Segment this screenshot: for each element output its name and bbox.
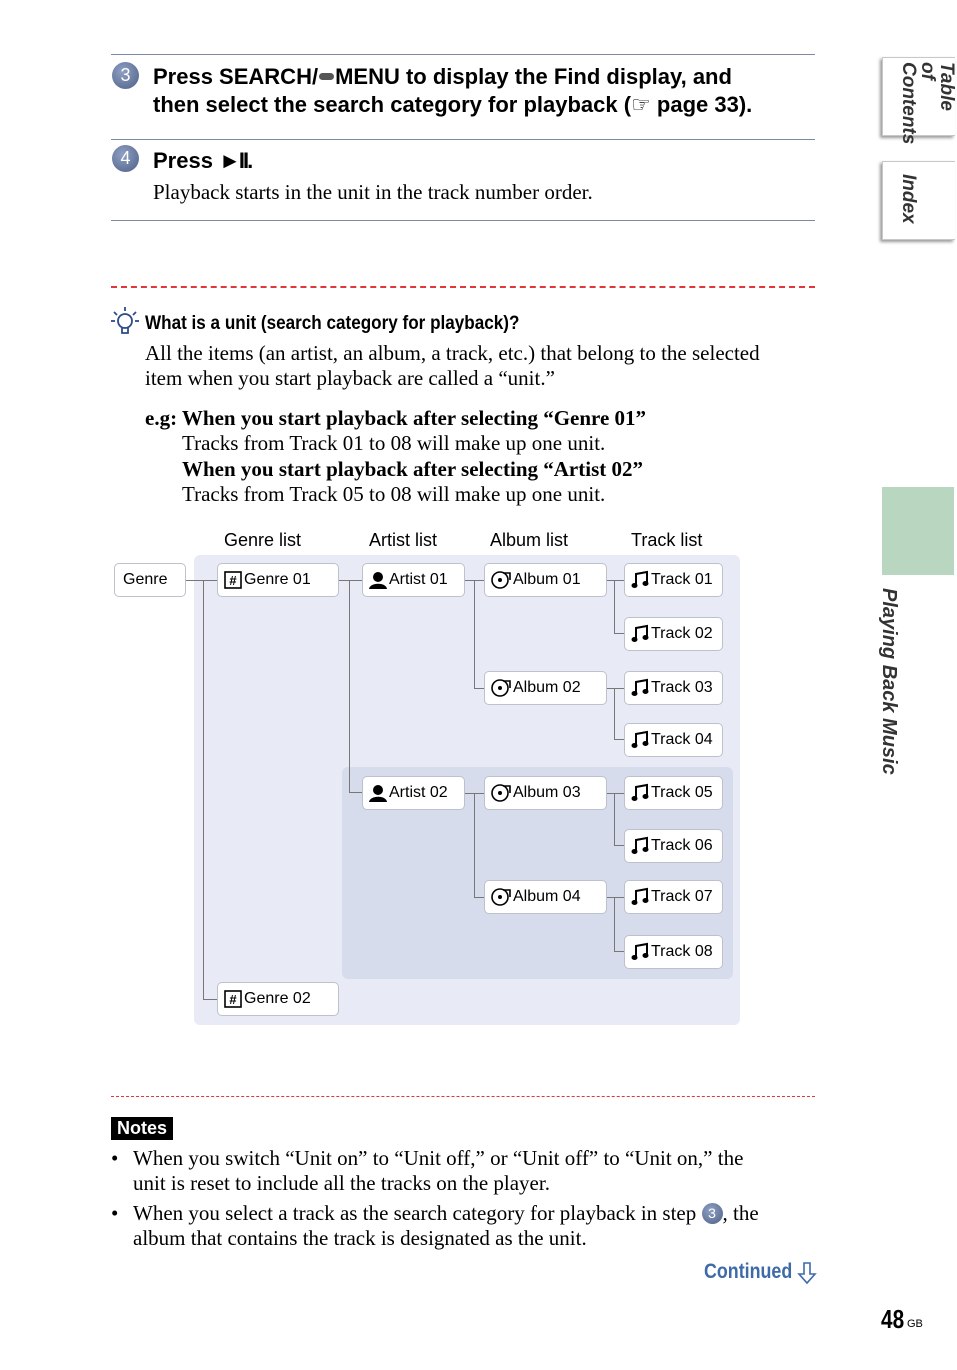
track-08-node: Track 08 [624,935,723,969]
album-04-node: Album 04 [484,880,607,914]
connector [339,580,363,581]
step-4-body: Playback starts in the unit in the track number order. [153,180,593,204]
album-03-node: Album 03 [484,776,607,810]
pointing-hand-icon: ☞ [631,92,651,117]
connector [186,580,218,581]
connector [607,580,625,581]
tip-top-dashes [111,286,815,288]
step-3-badge: 3 [112,62,139,89]
album-icon [491,571,511,589]
connector [465,580,485,581]
track-01-node: Track 01 [624,563,723,597]
connector [614,793,615,846]
play-pause-icon: ►II [219,148,248,173]
connector [607,793,625,794]
tip-title: What is a unit (search category for playback)? [145,313,520,334]
genre-icon [224,571,242,589]
section-label: Playing Back Music [878,588,900,775]
tip-body: All the items (an artist, an album, a track, etc.) that belong to the selected item when you start playback are called a “unit.” [145,341,760,390]
example-2-heading: When you start playback after selecting “Artist 02” [182,457,643,481]
note-item-1: When you switch “Unit on” to “Unit off,” or “Unit off” to “Unit on,” the unit is reset to include all the tracks on the player. [133,1146,744,1195]
track-05-node: Track 05 [624,776,723,810]
genre-list-header: Genre list [224,530,302,550]
step-divider [111,139,815,140]
album-icon [491,679,511,697]
track-06-node: Track 06 [624,829,723,863]
connector [474,793,475,898]
album-icon [491,888,511,906]
connector [614,688,615,740]
artist-01-node: Artist 01 [362,563,465,597]
table-of-contents-tab[interactable] [882,57,957,145]
connector [614,580,615,634]
tip-bottom-dashes [111,1096,815,1097]
section-color-marker [882,487,954,575]
track-list-header: Track list [631,530,703,550]
connector [607,688,625,689]
connector [349,580,350,793]
note-item-2: When you select a track as the search category for playback in step 3 , the album that contains the track is designated as the unit. [133,1201,759,1250]
track-02-node: Track 02 [624,617,723,651]
example-1-heading: e.g: When you start playback after selecting “Genre 01” [145,406,647,430]
arrow-down-icon [798,1262,816,1284]
music-note-icon [631,679,649,697]
connector [203,580,204,1000]
music-note-icon [631,888,649,906]
genre-root-node: Genre [114,563,186,597]
step-bottom-rule [111,220,815,221]
minus-icon [319,73,334,80]
music-note-icon [631,784,649,802]
connector [614,897,615,952]
artist-icon [369,571,387,589]
top-rule [111,54,815,55]
track-04-node: Track 04 [624,723,723,757]
music-note-icon [631,837,649,855]
connector [474,580,475,689]
artist-icon [369,784,387,802]
music-note-icon [631,943,649,961]
toc-tab-label: Table of Contents [898,62,957,145]
example-1-text: Tracks from Track 01 to 08 will make up one unit. [182,431,606,455]
notes-label: Notes [111,1117,173,1140]
example-2-text: Tracks from Track 05 to 08 will make up one unit. [182,482,606,506]
connector [465,793,485,794]
connector [349,792,363,793]
album-01-node: Album 01 [484,563,607,597]
svg-text:#: # [229,573,237,588]
connector [607,897,625,898]
genre-01-node: # Genre 01 [217,563,339,597]
step-4-heading: Press ►II. [153,148,254,173]
step-4-badge: 4 [112,145,139,172]
genre-icon [224,990,242,1008]
page-number: 48 [881,1304,905,1334]
album-02-node: Album 02 [484,671,607,705]
connector [203,999,218,1000]
svg-text:#: # [229,992,237,1007]
music-note-icon [631,625,649,643]
genre-02-node: # Genre 02 [217,982,339,1016]
artist-02-node: Artist 02 [362,776,465,810]
bullet: • [111,1201,119,1225]
index-tab-label: Index [898,174,919,224]
lightbulb-icon [111,306,139,338]
step-3-inline-badge: 3 [702,1203,723,1224]
step-3-heading: Press SEARCH/ MENU to display the Find display, and then select the search category for playback (☞ page 33). [153,64,753,117]
bullet: • [111,1146,119,1170]
index-tab[interactable] [882,161,955,240]
artist-list-header: Artist list [369,530,438,550]
album-icon [491,784,511,802]
music-note-icon [631,731,649,749]
continued-label: Continued [704,1260,793,1283]
track-03-node: Track 03 [624,671,723,705]
track-07-node: Track 07 [624,880,723,914]
music-note-icon [631,571,649,589]
page-suffix: GB [907,1318,923,1330]
album-list-header: Album list [490,530,569,550]
